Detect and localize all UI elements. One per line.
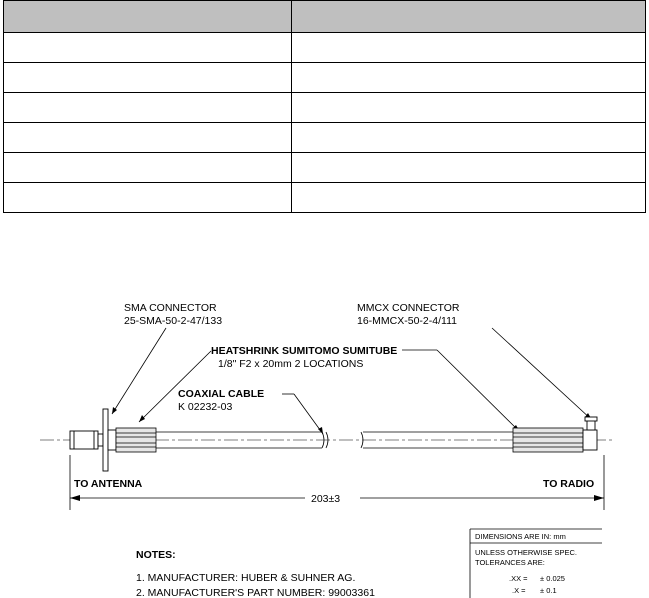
sma-connector-title: SMA CONNECTOR — [124, 302, 217, 314]
table-cell — [292, 93, 646, 123]
heatshrink-title: HEATSHRINK SUMITOMO SUMITUBE — [211, 345, 398, 357]
heatshrink-spec: 1/8" F2 x 20mm 2 LOCATIONS — [218, 358, 364, 370]
mmcx-connector-body — [583, 417, 597, 450]
cable-assembly-drawing — [0, 290, 649, 598]
table-cell — [4, 153, 292, 183]
tolerance-line-1: UNLESS OTHERWISE SPEC. — [475, 548, 577, 557]
table-header-cell — [292, 1, 646, 33]
to-radio-label: TO RADIO — [543, 478, 595, 490]
to-antenna-label: TO ANTENNA — [74, 478, 143, 490]
mmcx-connector-part: 16-MMCX-50-2-4/111 — [357, 315, 457, 327]
table-cell — [292, 183, 646, 213]
table-cell — [4, 183, 292, 213]
coaxial-cable-title: COAXIAL CABLE — [178, 388, 265, 400]
heatshrink-left — [116, 428, 156, 452]
tolerance-x-value: ± 0.1 — [540, 586, 557, 595]
tolerance-xx-label: .XX = — [509, 574, 528, 583]
table-row — [4, 93, 646, 123]
table-cell — [4, 33, 292, 63]
table-cell — [292, 63, 646, 93]
table-row — [4, 183, 646, 213]
table-cell — [4, 123, 292, 153]
table-row — [4, 33, 646, 63]
sma-connector-part: 25-SMA-50-2-47/133 — [124, 315, 223, 327]
table-header-cell — [4, 1, 292, 33]
table-row — [4, 63, 646, 93]
tolerance-line-2: TOLERANCES ARE: — [475, 558, 545, 567]
notes-heading: NOTES: — [136, 549, 176, 561]
table-cell — [292, 123, 646, 153]
leader-lines — [112, 328, 592, 434]
tolerance-xx-value: ± 0.025 — [540, 574, 565, 583]
table-cell — [292, 33, 646, 63]
table-row — [4, 153, 646, 183]
table-cell — [4, 93, 292, 123]
heatshrink-right — [513, 428, 583, 452]
dimensions-label: DIMENSIONS ARE IN: mm — [475, 532, 566, 541]
length-dimension-value: 203±3 — [311, 493, 341, 505]
table-header-row — [4, 1, 646, 33]
spec-table — [3, 0, 646, 213]
tolerance-x-label: .X = — [512, 586, 526, 595]
coaxial-cable-part: K 02232-03 — [178, 401, 233, 413]
table-cell — [292, 153, 646, 183]
mmcx-connector-title: MMCX CONNECTOR — [357, 302, 460, 314]
sma-connector-body — [70, 409, 116, 471]
note-item: 2. MANUFACTURER'S PART NUMBER: 99003361 — [136, 587, 375, 598]
note-item: 1. MANUFACTURER: HUBER & SUHNER AG. — [136, 572, 356, 584]
table-row — [4, 123, 646, 153]
table-cell — [4, 63, 292, 93]
